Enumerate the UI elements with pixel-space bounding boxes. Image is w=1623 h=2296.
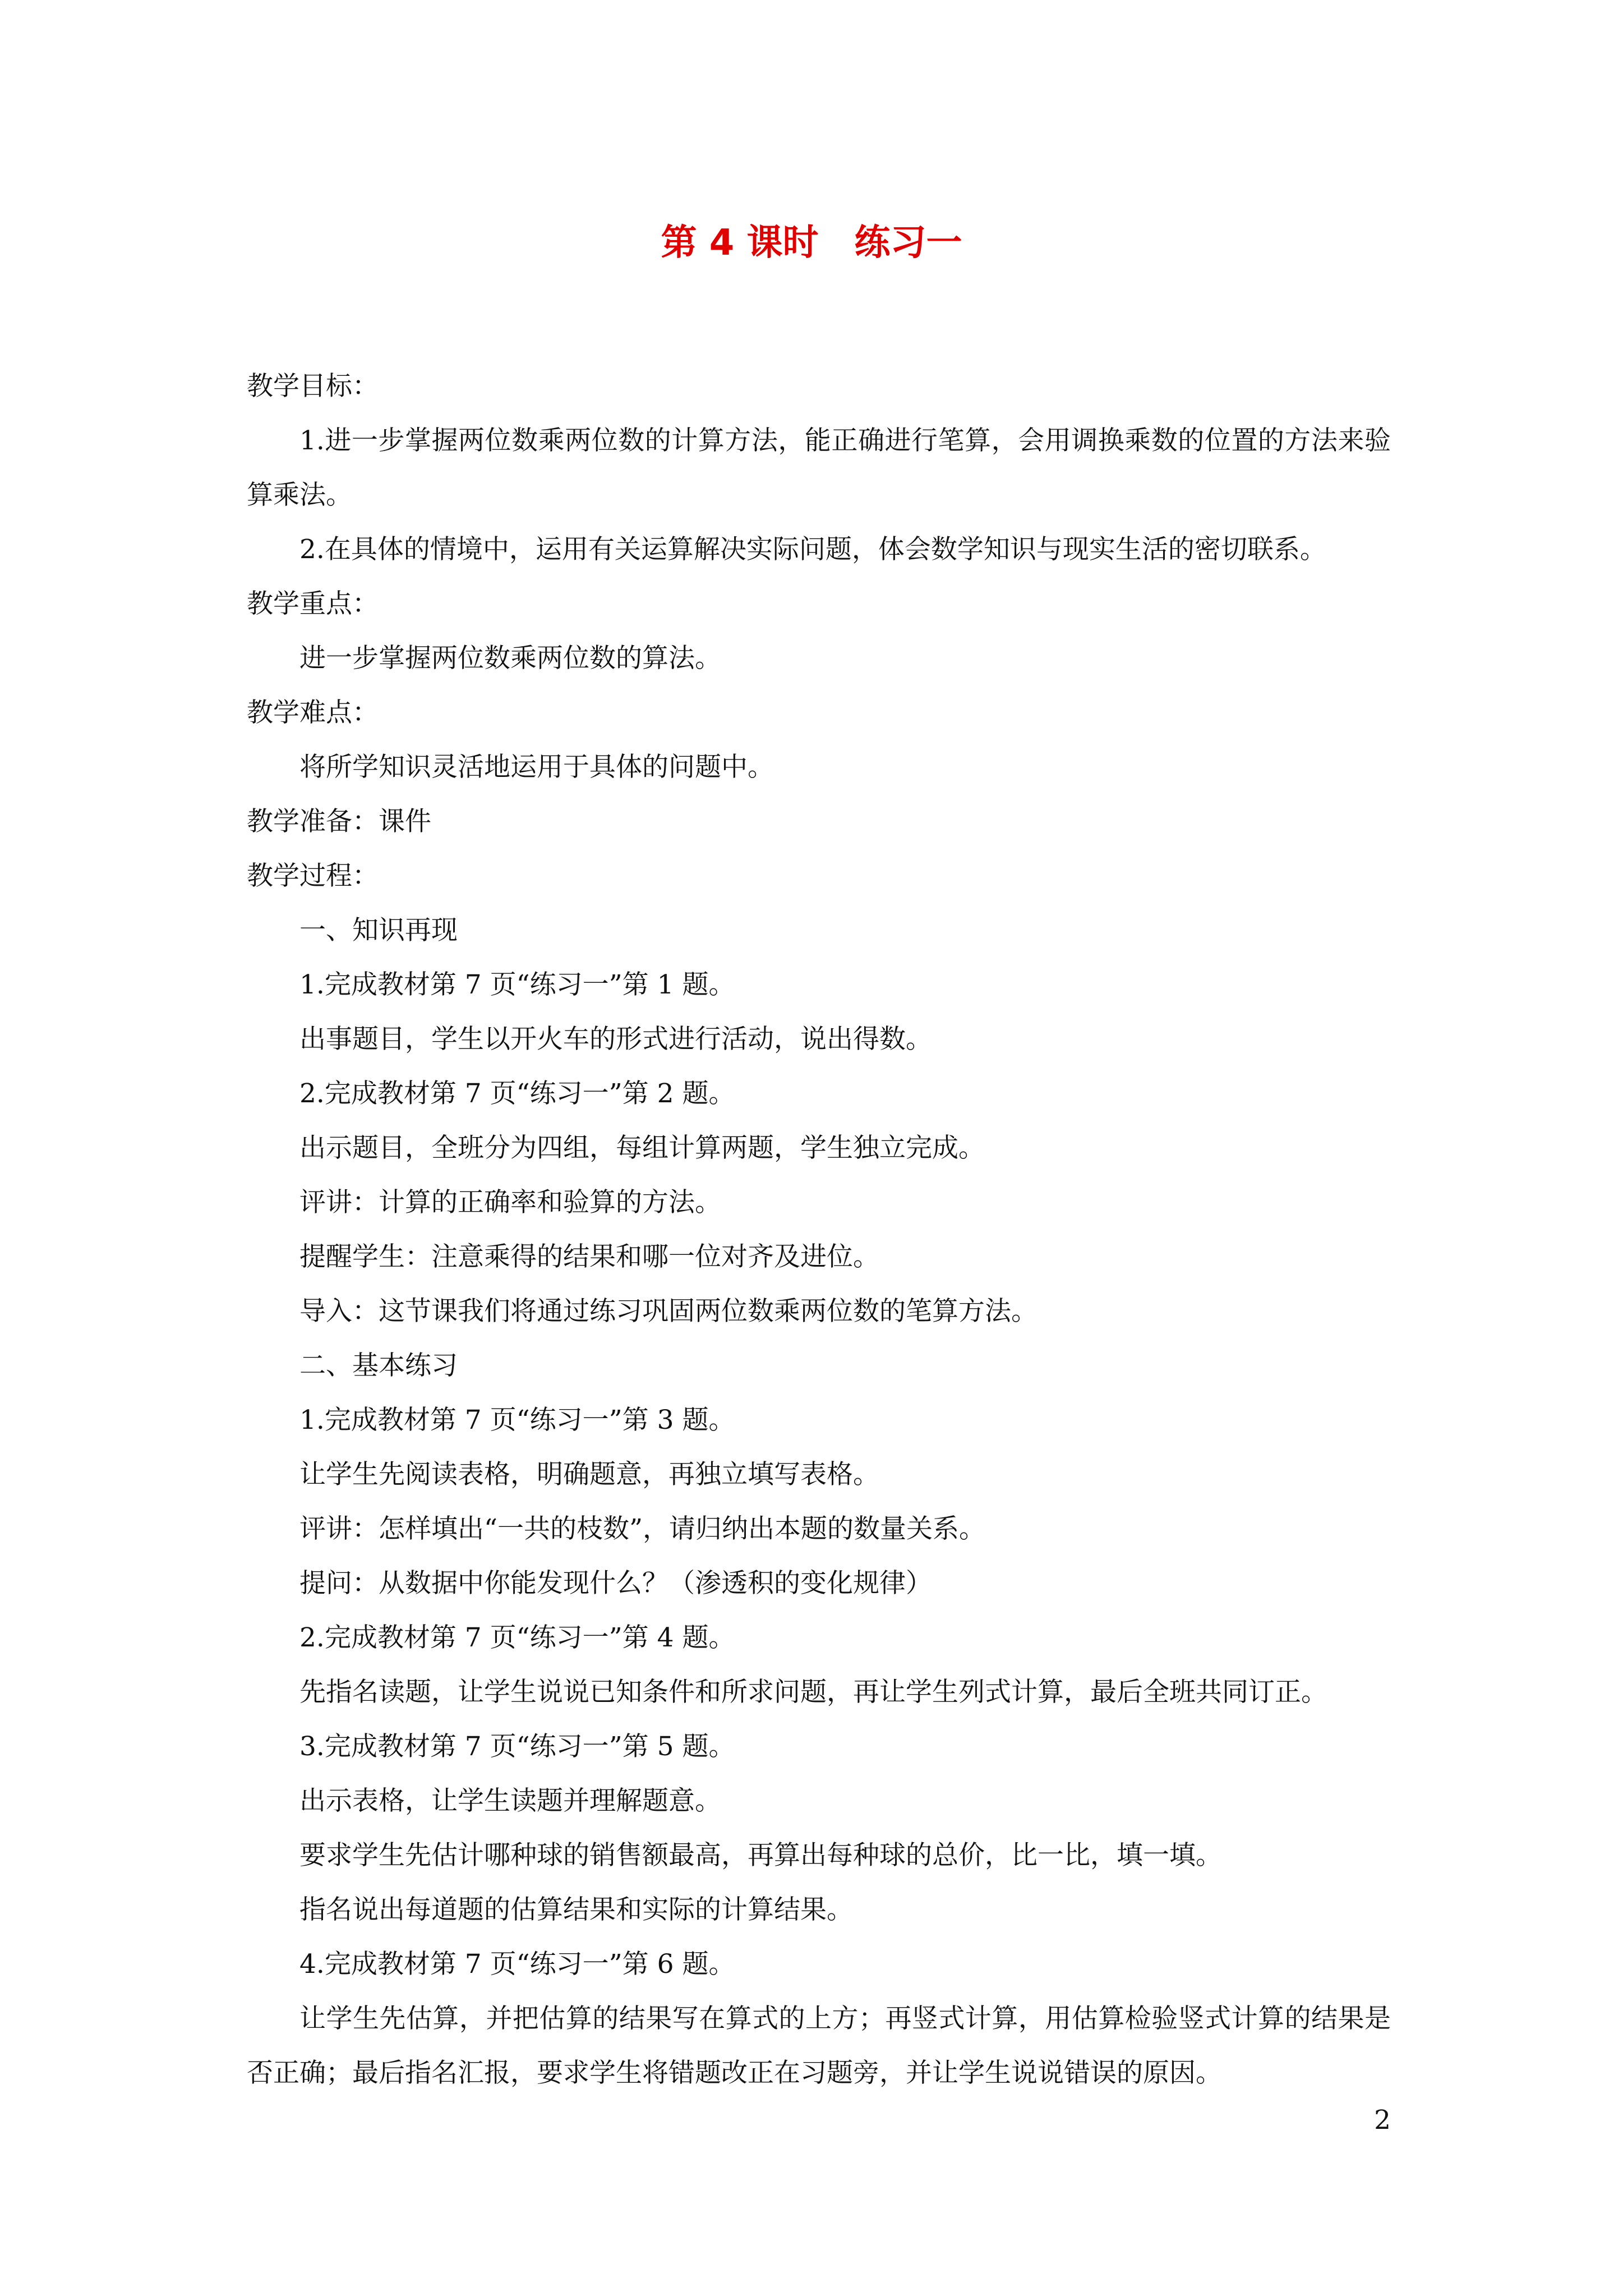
process-line: 2.完成教材第 7 页“练习一”第 4 题。 [299,1622,735,1653]
process-line: 3.完成教材第 7 页“练习一”第 5 题。 [299,1731,735,1762]
objective-1: 1.进一步掌握两位数乘两位数的计算方法，能正确进行笔算，会用调换乘数的位置的方法来验算乘法。 [247,425,1391,510]
process-line: 先指名读题，让学生说说已知条件和所求问题，再让学生列式计算，最后全班共同订正。 [299,1677,1327,1708]
process-line: 提问：从数据中你能发现什么？（渗透积的变化规律） [299,1568,932,1599]
process-line: 出示表格，让学生读题并理解题意。 [299,1786,721,1816]
key-point-text: 进一步掌握两位数乘两位数的算法。 [299,643,721,674]
process-line: 提醒学生：注意乘得的结果和哪一位对齐及进位。 [299,1241,879,1272]
process-line: 出事题目，学生以开火车的形式进行活动，说出得数。 [299,1024,932,1055]
process-line: 4.完成教材第 7 页“练习一”第 6 题。 [299,1949,735,1980]
process-line: 指名说出每道题的估算结果和实际的计算结果。 [299,1894,853,1925]
process-line: 让学生先阅读表格，明确题意，再独立填写表格。 [299,1459,879,1490]
process-line: 评讲：怎样填出“一共的枝数”，请归纳出本题的数量关系。 [299,1513,986,1544]
objective-2: 2.在具体的情境中，运用有关运算解决实际问题，体会数学知识与现实生活的密切联系。 [299,534,1326,565]
process-paragraph: 让学生先估算，并把估算的结果写在算式的上方；再竖式计算，用估算检验竖式计算的结果是否正确；最后指名汇报，要求学生将错题改正在习题旁，并让学生说说错误的原因。 [247,2003,1391,2088]
section-basic-practice: 二、基本练习 [299,1350,458,1381]
page-number: 2 [1374,2105,1391,2136]
process-line: 评讲：计算的正确率和验算的方法。 [299,1187,721,1218]
process-line: 出示题目，全班分为四组，每组计算两题，学生独立完成。 [299,1133,985,1163]
heading-preparation: 教学准备：课件 [247,806,431,837]
heading-process: 教学过程： [247,861,379,891]
process-line: 1.完成教材第 7 页“练习一”第 3 题。 [299,1405,735,1435]
process-line: 导入：这节课我们将通过练习巩固两位数乘两位数的笔算方法。 [299,1296,1038,1327]
section-knowledge-review: 一、知识再现 [299,915,458,946]
heading-objectives: 教学目标： [247,371,379,402]
heading-difficulties: 教学难点： [247,697,379,728]
lesson-body [247,359,1391,2100]
process-line: 2.完成教材第 7 页“练习一”第 2 题。 [299,1078,735,1109]
difficulty-text: 将所学知识灵活地运用于具体的问题中。 [299,752,774,783]
lesson-title: 第 4 课时 练习一 [661,222,962,264]
process-line: 1.完成教材第 7 页“练习一”第 1 题。 [299,969,735,1000]
heading-key-points: 教学重点： [247,588,379,619]
process-line: 要求学生先估计哪种球的销售额最高，再算出每种球的总价，比一比，填一填。 [299,1840,1222,1871]
